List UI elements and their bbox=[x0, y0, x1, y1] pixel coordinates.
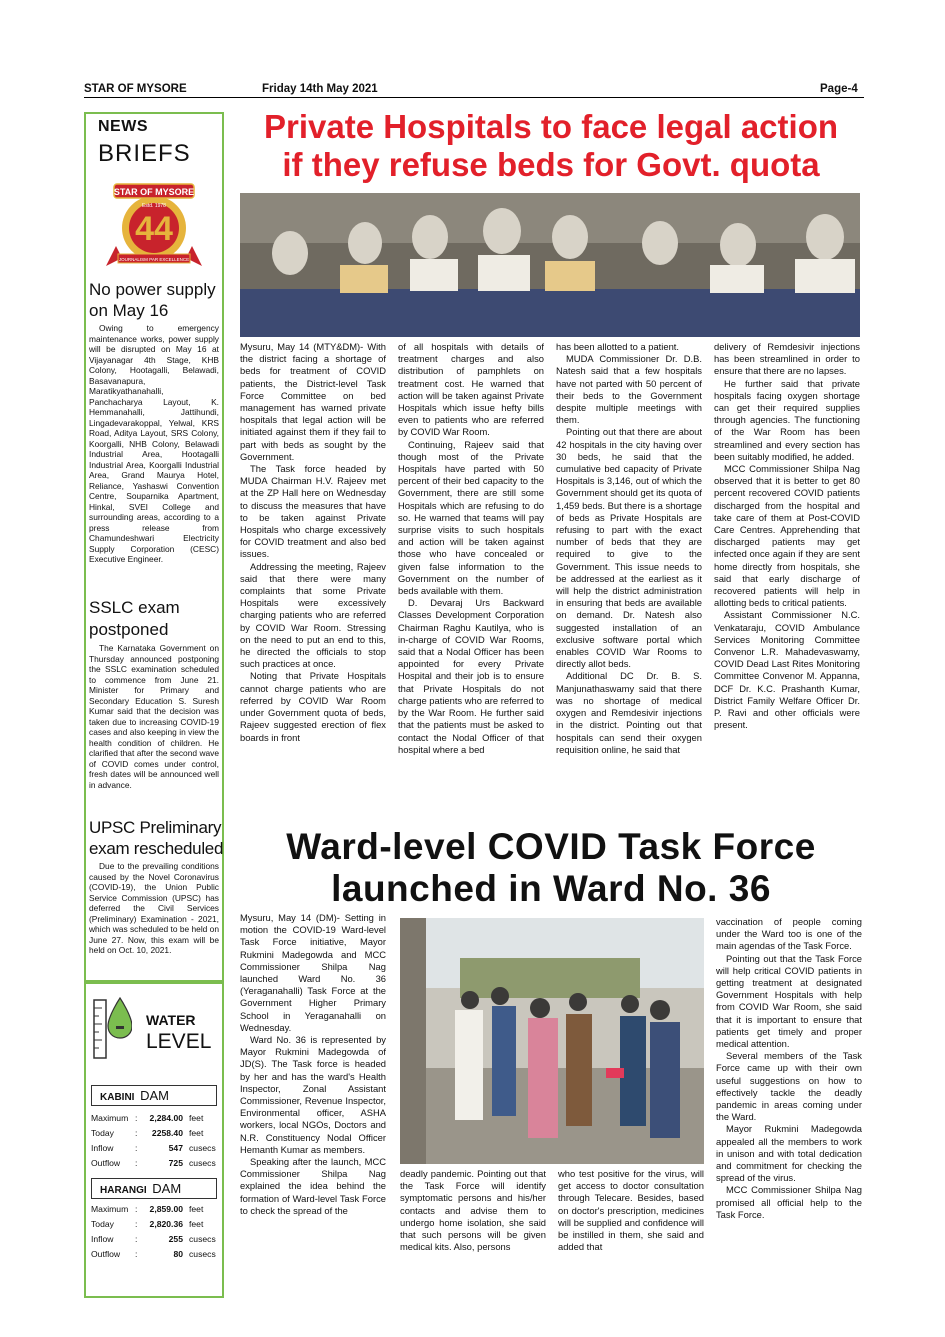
brief-1-body: Owing to emergency maintenance works, power supply will be disrupted on May 16 at Vijayanagar 4th Stage, KHB Colony, Hootagalli, Belawadi, Basavanapura, Maratikyathanahalli, Panchacharya Layout, K. Hemmanahalli, Jattihundi, Lingadevarakoppal, Yelwal, KRS Road, Aditya Layout, SRS Colony, Koorgalli, NHB Colony, Belawadi Industrial Area, Hootagalli Industrial Area, Koorgalli Industrial Area, Grand Maurya Hotel, Reliance, Yashaswi Convention Centre, Souparnika Apartment, Hinkal, SVEI College and surrounding areas, according to a press release from Chamundeshwari Electricity Supply Corporation (CESC) Executive Engineer. bbox=[89, 323, 219, 564]
table-row: Inflow : 255 cusecs bbox=[91, 1234, 216, 1244]
svg-text:Estd. 1978: Estd. 1978 bbox=[142, 203, 166, 209]
water-label: WATER bbox=[146, 1012, 196, 1028]
article-1-column-4: delivery of Remdesivir injections has been streamlined in order to ensure that there are no lapses. He further said that private hospitals facing oxygen shortage can get their required supplies through agencies. The functioning of the War Room has been streamlined and every section has been suitably modified, he added. MCC Commissioner Shilpa Nag observed that it is better to get 80 percent recovered COVID patients discharged from the hospital and take care of them at Post-COVID Care Centres. Apprehending that discharged patients may get infected once again if they are sent home directly from hospitals, she said that early discharge of recovered patients will help in allotting beds to critical patients. Assistant Commissioner N.C. Venkataraju, COVID Ambulance Services Monitoring Committee Convenor L.R. Mahadevaswamy, COVID Dead Last Rites Monitoring Committee Convenor M. Appanna, DCF Dr. K.C. Prashanth Kumar, District Family Welfare Officer Dr. P. Ravi and other officials were present. bbox=[714, 341, 860, 731]
article-1-headline-line-2: if they refuse beds for Govt. quota bbox=[282, 146, 820, 183]
article-2-headline-line-1: Ward-level COVID Task Force bbox=[286, 826, 816, 867]
table-row: Inflow : 547 cusecs bbox=[91, 1143, 216, 1153]
brief-3-title-line-2: exam rescheduled bbox=[89, 839, 224, 858]
page-number: Page-4 bbox=[820, 83, 858, 95]
table-row: Outflow : 725 cusecs bbox=[91, 1158, 216, 1168]
brief-1-title-line-1: No power supply bbox=[89, 280, 216, 299]
kabini-name: KABINI bbox=[100, 1092, 135, 1103]
brief-3-body: Due to the prevailing conditions caused by the Novel Coronavirus (COVID-19), the Union Public Service Commission (UPSC) has deferred the Civil Services (Preliminary) Examination - 2021, which was scheduled to be held on June 27. Now, this exam will be held on Oct. 10, 2021. bbox=[89, 861, 219, 955]
brief-2-title-line-2: postponed bbox=[89, 620, 169, 639]
star-of-mysore-44-logo bbox=[88, 176, 220, 272]
svg-text:JOURNALISM PAR EXCELLENCE: JOURNALISM PAR EXCELLENCE bbox=[118, 257, 190, 262]
table-row: Outflow : 80 cusecs bbox=[91, 1249, 216, 1259]
brief-1-title-line-2: on May 16 bbox=[89, 301, 169, 320]
article-2-column-4: vaccination of people coming under the Ward too is one of the main agendas of the Task Force. Pointing out that the Task Force will help critical COVID patients in getting treatment at designated Government Hospitals with help from COVID War Room, she said that it is important to ensure that patients get timely and proper medical attention. Several members of the Task Force came up with their own useful suggestions on how to effectively tackle the deadly pandemic in areas coming under the Ward. Mayor Rukmini Madegowda appealed all the members to work in unison and with total dedication and commitment for checking the spread of the virus. MCC Commissioner Shilpa Nag promised all official help to the Task Force. bbox=[716, 916, 862, 1220]
kabini-table bbox=[91, 1111, 221, 1171]
brief-2-title-line-1: SSLC exam bbox=[89, 598, 180, 617]
table-row: Today : 2258.40 feet bbox=[91, 1128, 204, 1138]
article-2-column-2: deadly pandemic. Pointing out that the Task Force will identify symptomatic persons and his/her contacts and advise them to undergo home isolation, she said that such persons will be given medical kits. Also, persons bbox=[400, 1168, 546, 1253]
harangi-table bbox=[91, 1202, 221, 1262]
meeting-photo bbox=[240, 193, 860, 337]
header-rule bbox=[84, 97, 864, 98]
harangi-dam-header bbox=[91, 1178, 217, 1199]
publication-name: STAR OF MYSORE bbox=[84, 83, 187, 95]
brief-3-title-line-1: UPSC Preliminary bbox=[89, 818, 222, 837]
news-label: NEWS bbox=[98, 118, 148, 135]
article-1-headline-line-1: Private Hospitals to face legal action bbox=[263, 108, 839, 145]
article-1-column-1: Mysuru, May 14 (MTY&DM)- With the district facing a shortage of beds for treatment of COVID patients, the District-level Task Force Committee on bed management has warned private hospitals that legal action will be initiated against them if they fail to part with beds as sought by the Government. The Task force headed by MUDA Chairman H.V. Rajeev met at the ZP Hall here on Wednesday to discuss the measures that have to be taken against Private Hospitals who charge excessively for COVID treatment and also bed issues. Addressing the meeting, Rajeev said that there were many complaints that some Private Hospitals were excessively charging patients who are referred by COVID War Room. Stressing on the need to put an end to this, he directed the officials to stop such practices at once. Noting that Private Hospitals cannot charge patients who are referred by COVID War Room under Government quota of beds, Rajeev suggested erection of flex boards in front bbox=[240, 341, 386, 743]
article-1-column-3: has been allotted to a patient. MUDA Commissioner Dr. D.B. Natesh said that a few hospitals have not parted with 50 percent of their beds to the Government despite multiple meetings with them. Pointing out that there are about 42 hospitals in the city having over 30 beds, he said that the cumulative bed capacity of Private Hospitals is 3,146, out of which the Government should get its quota of 1,459 beds. But there is a shortage of beds as Private Hospitals are refusing to part with the exact number of beds that they are required to give to the Government. This issue needs to be addressed at the earliest as it will help the district administration in ensuring that beds are available on demand. Dr. Natesh also suggested installation of an exclusive software portal which enables COVID War Rooms to directly allot beds. Additional DC Dr. B. S. Manjunathaswamy said that there was no shortage of medical oxygen and Remdesivir injections in the district. Pointing out that hospitals can send their oxygen requisition online, he said that bbox=[556, 341, 702, 755]
brief-2-body: The Karnataka Government on Thursday announced postponing the SSLC examination scheduled to commence from June 21. Minister for Primary and Secondary Education S. Suresh Kumar said that the decision was taken due to increasing COVID-19 cases and also keeping in view the health condition of children. He clarified that after the second wave of COVID comes under control, fresh dates will be announced well in advance. bbox=[89, 643, 219, 790]
briefs-label: BRIEFS bbox=[98, 140, 191, 167]
table-row: Maximum : 2,284.00 feet bbox=[91, 1113, 204, 1123]
article-1-column-2: of all hospitals with details of treatment charges and also distribution of pamphlets on treatment cost. He warned that action will be taken against Private Hospitals which issue hefty bills even to patients who are referred by COVID War Room. Continuing, Rajeev said that though most of the Private Hospitals have parted with 50 percent of their bed capacity to the Government, there are still some Hospitals which are refusing to do so. He warned that teams will pay surprise visits to such hospitals and action will be taken against those who have concealed or given false information to the Government on the number of beds available with them. D. Devaraj Urs Backward Classes Development Corporation Chairman Raghu Kautilya, who is in-charge of COVID War Rooms, said that a Nodal Officer has been appointed for every Private Hospital and their job is to ensure that Private Hospitals do not charge patients who are referred to by the War Room. He further said that the patients must be asked to contact the Nodal Officer of that hospital where a bed bbox=[398, 341, 544, 755]
svg-text:STAR OF MYSORE: STAR OF MYSORE bbox=[113, 187, 195, 197]
kabini-dam-word: DAM bbox=[140, 1088, 169, 1103]
article-2-column-1: Mysuru, May 14 (DM)- Setting in motion the COVID-19 Ward-level Task Force initiative, Mayor Rukmini Madegowda and MCC Commissioner Shilpa Nag launched Ward No. 36 (Yeraganahalli) Task Force at the Government Higher Primary School in Yeraganahalli on Wednesday. Ward No. 36 is represented by Mayor Rukmini Madegowda of JD(S). The Task force is headed by her and has the ward's Health Inspector, Zonal Assistant Commissioner, Revenue Inspector, Environmental officer, ASHA workers, local NGOs, Doctors and N.R. Constituency Nodal Officer Hemanth Kumar as members. Speaking after the launch, MCC Commissioner Shilpa Nag explained the idea behind the formation of Ward-level Task Force to check the spread of the bbox=[240, 912, 386, 1216]
kabini-dam-header bbox=[91, 1085, 217, 1106]
water-level-divider bbox=[86, 980, 222, 984]
harangi-name: HARANGI bbox=[100, 1185, 147, 1196]
article-2-headline-line-2: launched in Ward No. 36 bbox=[331, 868, 771, 909]
table-row: Maximum : 2,859.00 feet bbox=[91, 1204, 204, 1214]
issue-date: Friday 14th May 2021 bbox=[262, 83, 378, 95]
harangi-dam-word: DAM bbox=[152, 1181, 182, 1196]
task-force-launch-photo bbox=[400, 918, 704, 1164]
level-label: LEVEL bbox=[146, 1030, 212, 1053]
svg-text:44: 44 bbox=[135, 210, 173, 248]
table-row: Today : 2,820.36 feet bbox=[91, 1219, 204, 1229]
article-2-column-3: who test positive for the virus, will get access to doctor consultation through Telecare. Besides, based on doctor's prescription, medicines will be supplied and confidence will be instilled in them, she said and added that bbox=[558, 1168, 704, 1253]
